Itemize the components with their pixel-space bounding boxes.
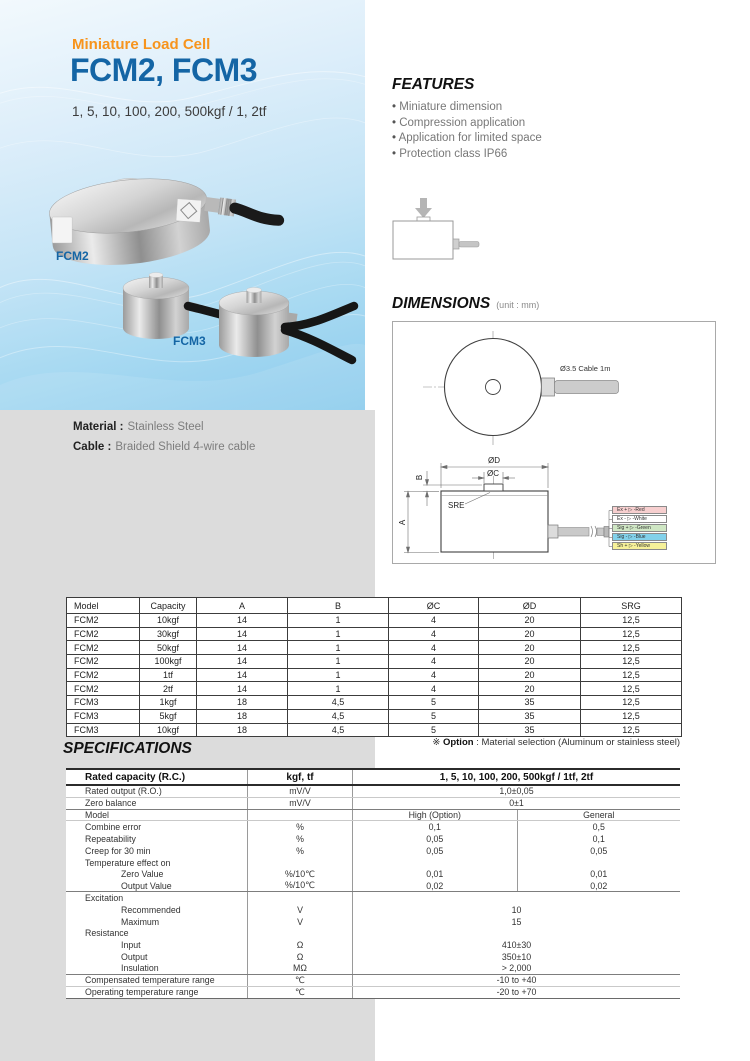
cable-gland (204, 196, 281, 223)
spec-value: 15 (511, 916, 522, 927)
spec-row (66, 987, 680, 999)
dim-table-cell: FCM3 (67, 696, 140, 709)
dim-table-header-cell: A (197, 598, 288, 613)
specifications-title: SPECIFICATIONS (63, 740, 192, 757)
spec-value-general: 0,1 (517, 833, 681, 845)
dim-table-cell: 20 (479, 641, 581, 654)
dim-table-cell: 12,5 (622, 670, 640, 681)
spec-row (66, 904, 680, 916)
spec-row (66, 892, 680, 904)
dim-table-cell: 2tf (140, 682, 197, 695)
dim-table-cell: 18 (197, 724, 288, 737)
dimensions-unit-note: (unit : mm) (496, 300, 540, 310)
dim-table-header-cell: ØD (479, 598, 581, 613)
spec-label: Rated output (R.O.) (66, 786, 248, 797)
dim-table-cell: 12,5 (622, 615, 640, 626)
feature-item: • Compression application (392, 116, 692, 132)
dim-table-cell: 4 (389, 682, 479, 695)
dim-table-cell: 14 (197, 669, 288, 682)
spec-value-high (353, 857, 517, 869)
spec-unit: % (248, 833, 353, 845)
dim-table-cell: 4 (389, 655, 479, 668)
spec-value (353, 892, 680, 904)
spec-value: -20 to +70 (496, 987, 537, 998)
dim-table-row (67, 668, 681, 682)
spec-label: Recommended (66, 904, 248, 916)
spec-value-high: 0,05 (426, 845, 444, 856)
dim-table-cell: 1 (288, 628, 389, 641)
dim-table-cell: 18 (197, 696, 288, 709)
load-cell-outline (393, 221, 453, 259)
dim-table-cell: 14 (197, 614, 288, 627)
dim-table-cell: 1kgf (140, 696, 197, 709)
spec-unit (248, 857, 353, 869)
spec-unit: kgf, tf (248, 770, 353, 784)
option-text: : Material selection (Aluminum or stainless steel) (473, 737, 680, 748)
features-section (392, 76, 692, 162)
spec-label: Resistance (66, 928, 248, 940)
spec-unit: % (248, 821, 353, 833)
spec-row (66, 845, 680, 857)
cable-line (73, 437, 255, 457)
spec-header-row (66, 770, 680, 786)
spec-unit (248, 928, 353, 940)
dim-table (66, 597, 682, 737)
dim-table-header-cell: Model (67, 598, 140, 613)
fcm2-photo-label: FCM2 (56, 249, 89, 263)
wire-label: Sig + ▷ -Green (612, 524, 667, 532)
spec-row (66, 975, 680, 987)
spec-value: 1,0±0,05 (499, 786, 534, 797)
spec-unit: V (248, 904, 353, 916)
hero-photo-box (0, 0, 365, 410)
spec-unit: ℃ (248, 975, 353, 986)
dim-table-cell: 4,5 (288, 710, 389, 723)
spec-row (66, 939, 680, 951)
dimensions-title: DIMENSIONS (392, 295, 491, 312)
down-arrow-icon (420, 198, 427, 208)
dim-table-cell: 12,5 (622, 697, 640, 708)
spec-value: 350±10 (501, 952, 532, 963)
product-category: Miniature Load Cell (72, 36, 211, 53)
dim-table-row (67, 723, 681, 737)
dim-table-cell: 4 (389, 641, 479, 654)
option-label: Option (442, 737, 474, 748)
dim-table-cell: 20 (479, 655, 581, 668)
dim-table-cell: 4 (389, 614, 479, 627)
dim-table-cell: 4,5 (288, 724, 389, 737)
spec-table (66, 768, 680, 999)
spec-label: Input (66, 939, 248, 951)
dim-table-cell: 1 (288, 682, 389, 695)
spec-label: Repeatability (66, 833, 248, 845)
spec-row (66, 928, 680, 940)
dim-table-row (67, 695, 681, 709)
spec-value: 0±1 (509, 798, 524, 809)
dim-table-cell: 10kgf (140, 724, 197, 737)
dim-table-cell: 4,5 (288, 696, 389, 709)
spec-label: Operating temperature range (66, 987, 248, 999)
dim-table-cell: 4 (389, 628, 479, 641)
spec-row (66, 880, 680, 892)
dim-table-cell: 1 (288, 641, 389, 654)
dim-table-cell: 35 (479, 696, 581, 709)
dim-table-cell: 20 (479, 628, 581, 641)
dim-table-row (67, 640, 681, 654)
spec-unit: Ω (248, 951, 353, 963)
spec-label: Rated capacity (R.C.) (66, 770, 248, 784)
dim-table-cell: FCM2 (67, 655, 140, 668)
dim-table-cell: 12,5 (622, 642, 640, 653)
dim-table-header-row (67, 598, 681, 613)
spec-value-general: 0,5 (517, 821, 681, 833)
spec-row (66, 857, 680, 869)
dim-table-cell: 1tf (140, 669, 197, 682)
dim-table-header-cell: B (288, 598, 389, 613)
spec-label: Combine error (66, 821, 248, 833)
spec-unit: mV/V (248, 798, 353, 809)
spec-unit: Ω (248, 939, 353, 951)
spec-label: Insulation (66, 963, 248, 974)
material-value: Stainless Steel (127, 421, 204, 433)
dim-table-cell: 5 (389, 724, 479, 737)
dim-table-row (67, 627, 681, 641)
spec-value-general: 0,05 (517, 845, 681, 857)
dim-table-row (67, 681, 681, 695)
loading-boss (484, 484, 503, 491)
spec-unit: %/10℃ (248, 880, 353, 891)
features-title: FEATURES (392, 76, 475, 93)
dim-table-cell: 1 (288, 669, 389, 682)
cable-label: Cable : (73, 441, 112, 453)
dim-table-cell: 12,5 (622, 629, 640, 640)
wire-label: Ex + ▷ -Red (612, 506, 667, 514)
spec-unit: mV/V (248, 786, 353, 797)
feature-item: • Application for limited space (392, 131, 692, 147)
spec-value-general: 0,01 (517, 869, 681, 881)
spec-value-high: High (Option) (408, 809, 461, 820)
spec-label: Compensated temperature range (66, 975, 248, 986)
spec-value-high: 0,01 (426, 869, 444, 880)
spec-label: Excitation (66, 892, 248, 904)
dim-table-cell: FCM2 (67, 669, 140, 682)
dim-table-cell: 4 (389, 669, 479, 682)
dim-table-cell: 30kgf (140, 628, 197, 641)
dim-table-cell: 18 (197, 710, 288, 723)
dim-table-cell: 5 (389, 710, 479, 723)
spec-value-general: General (517, 810, 681, 821)
spec-label: Model (66, 810, 248, 821)
spec-unit: ℃ (248, 987, 353, 999)
dimensions-header (392, 295, 539, 313)
spec-row (66, 786, 680, 798)
dim-table-cell: 5 (389, 696, 479, 709)
spec-label: Output (66, 951, 248, 963)
material-line (73, 417, 255, 437)
wire-label: Sig - ▷ -Blue (612, 533, 667, 541)
spec-label: Zero balance (66, 798, 248, 809)
spec-row (66, 951, 680, 963)
dim-table-header-cell: SRG (621, 600, 641, 611)
dim-table-cell: 20 (479, 682, 581, 695)
spec-unit: % (248, 845, 353, 857)
dim-table-row (67, 613, 681, 627)
dim-table-cell: 35 (479, 724, 581, 737)
wire-label: Ex - ▷ -White (612, 515, 667, 523)
dim-label-sre: SRE (448, 501, 465, 510)
material-label: Material : (73, 421, 124, 433)
dim-table-header-cell: Capacity (140, 598, 197, 613)
dim-table-cell: 12,5 (622, 724, 640, 735)
spec-label: Creep for 30 min (66, 845, 248, 857)
dim-table-cell: 1 (288, 655, 389, 668)
spec-row (66, 821, 680, 833)
page-title: FCM2, FCM3 (70, 52, 257, 88)
dim-table-cell: FCM3 (67, 710, 140, 723)
dim-table-cell: 14 (197, 655, 288, 668)
feature-item: • Miniature dimension (392, 100, 692, 116)
spec-value: > 2,000 (501, 963, 532, 974)
feature-item: • Protection class IP66 (392, 147, 692, 163)
material-info (73, 417, 255, 457)
spec-value: 10 (511, 904, 522, 915)
capacity-range: 1, 5, 10, 100, 200, 500kgf / 1, 2tf (72, 104, 267, 119)
spec-label: Output Value (66, 880, 248, 891)
spec-value-general (517, 857, 681, 869)
compression-direction-icon (390, 195, 500, 265)
dim-table-cell: FCM2 (67, 682, 140, 695)
option-marker: ※ (432, 737, 443, 748)
dim-label-d: ØD (488, 456, 500, 465)
spec-value (353, 928, 680, 940)
dim-table-cell: FCM2 (67, 614, 140, 627)
spec-value-general: 0,02 (517, 880, 681, 891)
spec-unit: %/10℃ (248, 869, 353, 881)
dim-table-cell: 50kgf (140, 641, 197, 654)
cable-spec-note: Ø3.5 Cable 1m (560, 364, 611, 373)
cable-side-view (558, 528, 589, 537)
dim-table-cell: 12,5 (622, 711, 640, 722)
dim-table-cell: 20 (479, 669, 581, 682)
dim-table-cell: 20 (479, 614, 581, 627)
spec-row (66, 810, 680, 822)
dim-table-cell: 12,5 (622, 683, 640, 694)
spec-row (66, 833, 680, 845)
spec-label: Maximum (66, 916, 248, 928)
dim-table-row (67, 654, 681, 668)
spec-value-high: 0,02 (426, 880, 444, 891)
fcm3-photo-label: FCM3 (173, 334, 206, 348)
spec-unit: MΩ (248, 963, 353, 974)
dim-table-cell: FCM3 (67, 724, 140, 737)
dim-table-cell: 14 (197, 641, 288, 654)
wire-label: Sh + ▷ -Yellow (612, 542, 667, 550)
dim-table-cell: 10kgf (140, 614, 197, 627)
spec-value: 1, 5, 10, 100, 200, 500kgf / 1tf, 2tf (439, 771, 594, 783)
spec-row (66, 916, 680, 928)
dim-table-cell: FCM2 (67, 641, 140, 654)
dim-table-cell: 14 (197, 628, 288, 641)
cable-top-view (555, 381, 619, 394)
spec-label: Temperature effect on (66, 857, 248, 869)
spec-label: Zero Value (66, 869, 248, 881)
spec-value: 410±30 (501, 940, 532, 951)
dimensions-drawing (392, 321, 716, 564)
features-list (392, 100, 692, 162)
spec-row (66, 798, 680, 810)
dim-table-cell: 1 (288, 614, 389, 627)
dim-table-cell: 5kgf (140, 710, 197, 723)
spec-unit (248, 892, 353, 904)
spec-row (66, 963, 680, 975)
dim-table-row (67, 709, 681, 723)
dim-label-c: ØC (487, 469, 499, 478)
dim-table-cell: 35 (479, 710, 581, 723)
spec-row (66, 869, 680, 881)
dim-table-cell: 12,5 (622, 656, 640, 667)
cable-value: Braided Shield 4-wire cable (115, 441, 256, 453)
dim-table-header-cell: ØC (389, 598, 479, 613)
spec-value: -10 to +40 (496, 975, 537, 986)
spec-unit (248, 810, 353, 821)
dim-table-cell: FCM2 (67, 628, 140, 641)
dim-table-cell: 14 (197, 682, 288, 695)
dim-table-cell: 100kgf (140, 655, 197, 668)
fcm3-photo-b (219, 287, 298, 357)
dim-label-b: B (415, 474, 425, 481)
dim-label-a: A (398, 519, 408, 526)
spec-unit: V (248, 916, 353, 928)
spec-value-high: 0,05 (426, 834, 444, 845)
spec-value-high: 0,1 (428, 822, 441, 833)
